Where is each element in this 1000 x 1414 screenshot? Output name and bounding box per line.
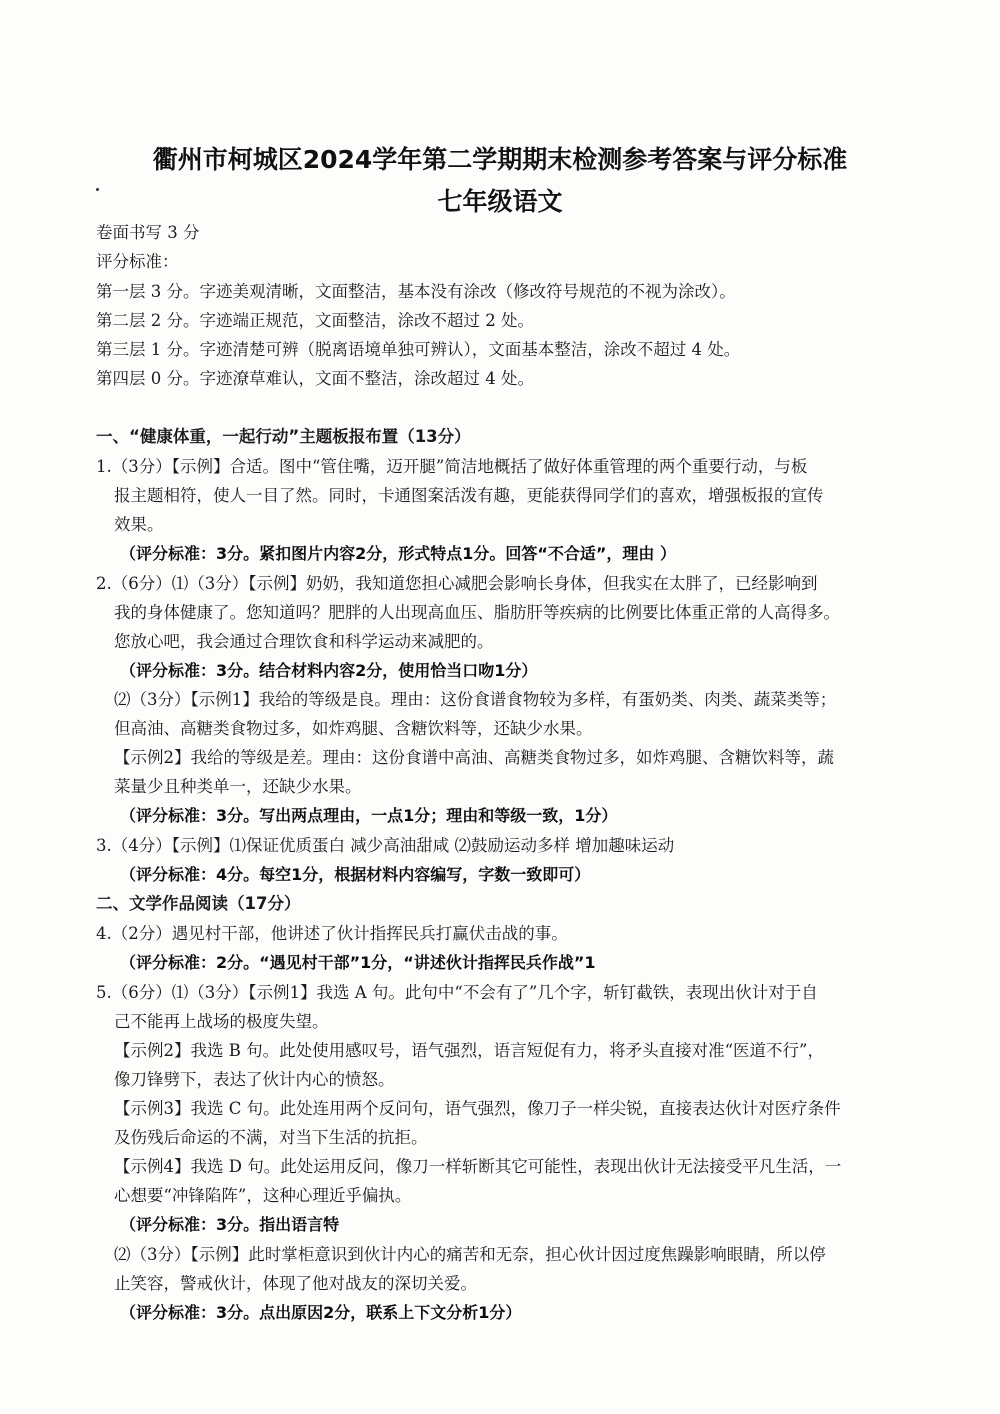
q5-line-7: 【示例4】我选 D 句。此处运用反问，像刀一样斩断其它可能性，表现出伙计无法接受平凡生活，一 (114, 1157, 842, 1176)
q2-score-1: （评分标准：3分。结合材料内容2分，使用恰当口吻1分） (120, 661, 538, 680)
q5-score-2: （评分标准：3分。点出原因2分，联系上下文分析1分） (120, 1303, 522, 1322)
q4-line: 4.（2分）遇见村干部，他讲述了伙计指挥民兵打赢伏击战的事。 (96, 924, 568, 943)
handwriting-heading: 卷面书写 3 分 (96, 223, 200, 242)
section1-heading: 一、“健康体重，一起行动”主题板报布置（13分） (96, 427, 471, 446)
q3-line: 3.（4分）【示例】⑴保证优质蛋白 减少高油甜咸 ⑵鼓励运动多样 增加趣味运动 (96, 836, 675, 855)
q1-line-2: 报主题相符，使人一目了然。同时，卡通图案活泼有趣，更能获得同学们的喜欢，增强板报的宣传 (114, 486, 824, 505)
q2-line-3: 您放心吧，我会通过合理饮食和科学运动来减肥的。 (114, 632, 494, 651)
handwriting-level-2: 第二层 2 分。字迹端正规范，文面整洁，涂改不超过 2 处。 (96, 311, 534, 330)
q5-line-1: 5.（6分）⑴（3分）【示例1】我选 A 句。此句中“不会有了”几个字，斩钉截铁，表现出伙计对于自 (96, 983, 818, 1002)
q5-part2-line-2: 止笑容，警戒伙计，体现了他对战友的深切关爱。 (114, 1274, 477, 1293)
q1-line-1: 1.（3分）【示例】合适。图中“管住嘴，迈开腿”简洁地概括了做好体重管理的两个重要行动，与板 (96, 457, 808, 476)
handwriting-level-1: 第一层 3 分。字迹美观清晰，文面整洁，基本没有涂改（修改符号规范的不视为涂改）。 (96, 282, 736, 301)
q2-part2-line-3: 【示例2】我给的等级是差。理由：这份食谱中高油、高糖类食物过多，如炸鸡腿、含糖饮料等，蔬 (114, 748, 834, 767)
q2-line-2: 我的身体健康了。您知道吗？肥胖的人出现高血压、脂肪肝等疾病的比例要比体重正常的人高得多。 (114, 603, 840, 622)
q5-line-4: 像刀锋劈下，表达了伙计内心的愤怒。 (114, 1070, 395, 1089)
q4-score: （评分标准：2分。“遇见村干部”1分，“讲述伙计指挥民兵作战”1 (120, 953, 596, 972)
q5-line-3: 【示例2】我选 B 句。此处使用感叹号，语气强烈，语言短促有力，将矛头直接对准“医道不行”， (114, 1041, 824, 1060)
q5-score-1: （评分标准：3分。指出语言特 (120, 1215, 340, 1234)
q5-part2-line-1: ⑵（3分）【示例】此时掌柜意识到伙计内心的痛苦和无奈，担心伙计因过度焦躁影响眼睛，所以停 (114, 1245, 826, 1264)
q2-part2-line-4: 菜量少且种类单一，还缺少水果。 (114, 777, 362, 796)
page-subtitle: 七年级语文 (437, 187, 563, 216)
q5-line-2: 己不能再上战场的极度失望。 (114, 1012, 329, 1031)
handwriting-standard-label: 评分标准： (96, 252, 179, 271)
q2-line-1: 2.（6分）⑴（3分）【示例】奶奶，我知道您担心减肥会影响长身体，但我实在太胖了，已经影响到 (96, 574, 818, 593)
q3-score: （评分标准：4分。每空1分，根据材料内容编写，字数一致即可） (120, 865, 591, 884)
q2-part2-line-1: ⑵（3分）【示例1】我给的等级是良。理由：这份食谱食物较为多样，有蛋奶类、肉类、蔬菜类等； (114, 690, 837, 709)
page-title: 衢州市柯城区2024学年第二学期期末检测参考答案与评分标准 (152, 145, 848, 174)
q5-line-5: 【示例3】我选 C 句。此处连用两个反问句，语气强烈，像刀子一样尖锐，直接表达伙计对医疗条件 (114, 1099, 841, 1118)
q5-line-6: 及伤残后命运的不满，对当下生活的抗拒。 (114, 1128, 428, 1147)
q2-part2-line-2: 但高油、高糖类食物过多，如炸鸡腿、含糖饮料等，还缺少水果。 (114, 719, 593, 738)
handwriting-level-3: 第三层 1 分。字迹清楚可辨（脱离语境单独可辨认），文面基本整洁，涂改不超过 4 处。 (96, 340, 741, 359)
q2-score-2: （评分标准：3分。写出两点理由，一点1分；理由和等级一致，1分） (120, 806, 618, 825)
q1-score: （评分标准：3分。紧扣图片内容2分，形式特点1分。回答“不合适”，理由 ） (120, 544, 677, 563)
handwriting-level-4: 第四层 0 分。字迹潦草难认，文面不整洁，涂改超过 4 处。 (96, 369, 534, 388)
q5-line-8: 心想要“冲锋陷阵”，这种心理近乎偏执。 (114, 1186, 412, 1205)
section2-heading: 二、文学作品阅读（17分） (96, 894, 301, 913)
q1-line-3: 效果。 (114, 515, 164, 534)
